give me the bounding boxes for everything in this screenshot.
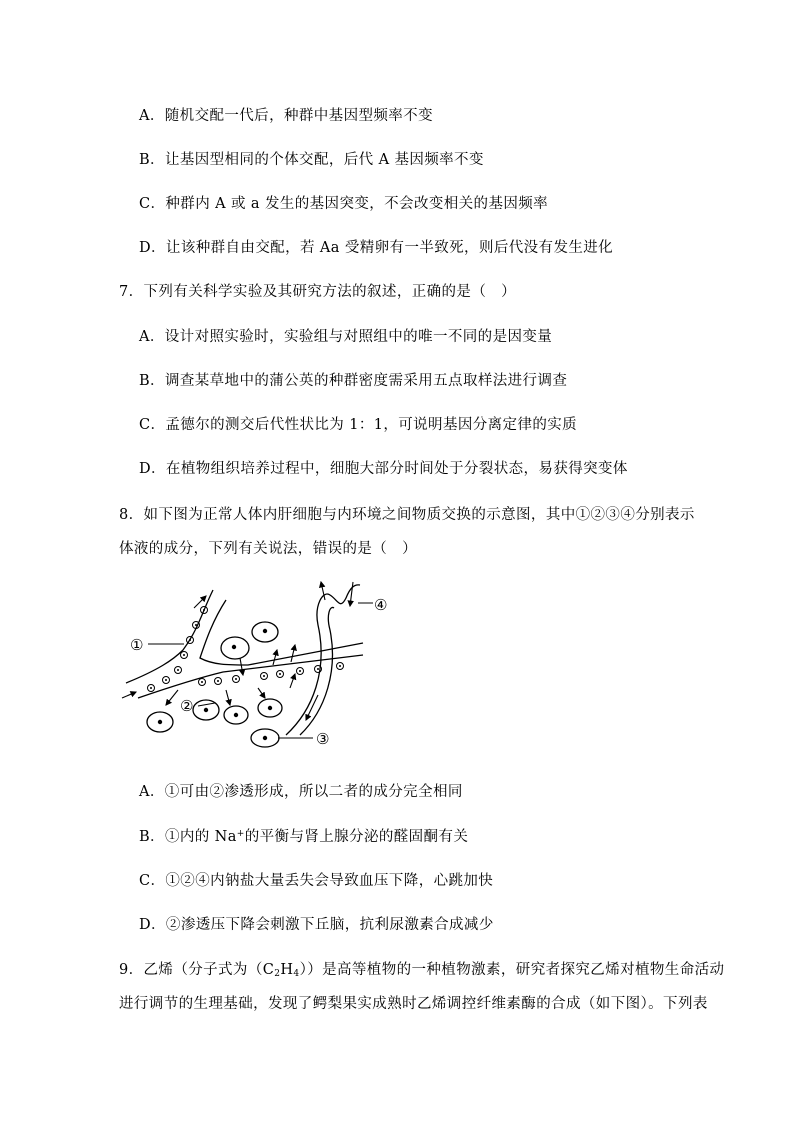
q6-option-b: B．让基因型相同的个体交配，后代 A 基因频率不变: [139, 152, 484, 168]
figure-label-1: ①: [130, 636, 144, 654]
capillary-wall-lower: [138, 655, 363, 698]
figure-label-4: ④: [374, 596, 388, 614]
figure-label-2: ②: [180, 697, 194, 715]
q6-option-a: A．随机交配一代后，种群中基因型频率不变: [139, 108, 433, 124]
body-fluid-exchange-figure: [118, 570, 398, 755]
q8-stem-line2: 体液的成分，下列有关说法，错误的是（ ）: [119, 541, 417, 557]
q7-option-b: B．调查某草地中的蒲公英的种群密度需采用五点取样法进行调查: [139, 373, 568, 389]
figure-label-3: ③: [316, 730, 330, 748]
q7-option-d: D．在植物组织培养过程中，细胞大部分时间处于分裂状态，易获得突变体: [139, 461, 628, 477]
q9-stem-line2: 进行调节的生理基础，发现了鳄梨果实成熟时乙烯调控纤维素酶的合成（如下图）。下列表: [119, 996, 708, 1012]
q7-stem: 7．下列有关科学实验及其研究方法的叙述，正确的是（ ）: [119, 284, 517, 300]
q8-option-c: C．①②④内钠盐大量丢失会导致血压下降，心跳加快: [139, 873, 494, 889]
q8-option-a: A．①可由②渗透形成，所以二者的成分完全相同: [139, 784, 463, 800]
q7-option-a: A．设计对照实验时，实验组与对照组中的唯一不同的是因变量: [139, 329, 553, 345]
q8-option-d: D．②渗透压下降会刺激下丘脑，抗利尿激素合成减少: [139, 917, 494, 933]
q9-stem-line1: 9．乙烯（分子式为$(C_2H_4)$）是高等植物的一种植物激素，研究者探究乙烯对植物生命活动: [119, 962, 725, 979]
q6-option-c: C．种群内 A 或 a 发生的基因突变，不会改变相关的基因频率: [139, 196, 549, 212]
q8-stem-line1: 8．如下图为正常人体内肝细胞与内环境之间物质交换的示意图，其中①②③④分别表示: [119, 507, 695, 523]
q6-option-d: D．让该种群自由交配，若 Aa 受精卵有一半致死，则后代没有发生进化: [139, 240, 614, 256]
lymph-vessel-inner: [300, 607, 334, 735]
q8-option-b: B．①内的 Na+的平衡与肾上腺分泌的醛固酮有关: [139, 829, 469, 845]
q7-option-c: C．孟德尔的测交后代性状比为 1：1，可说明基因分离定律的实质: [139, 417, 578, 433]
